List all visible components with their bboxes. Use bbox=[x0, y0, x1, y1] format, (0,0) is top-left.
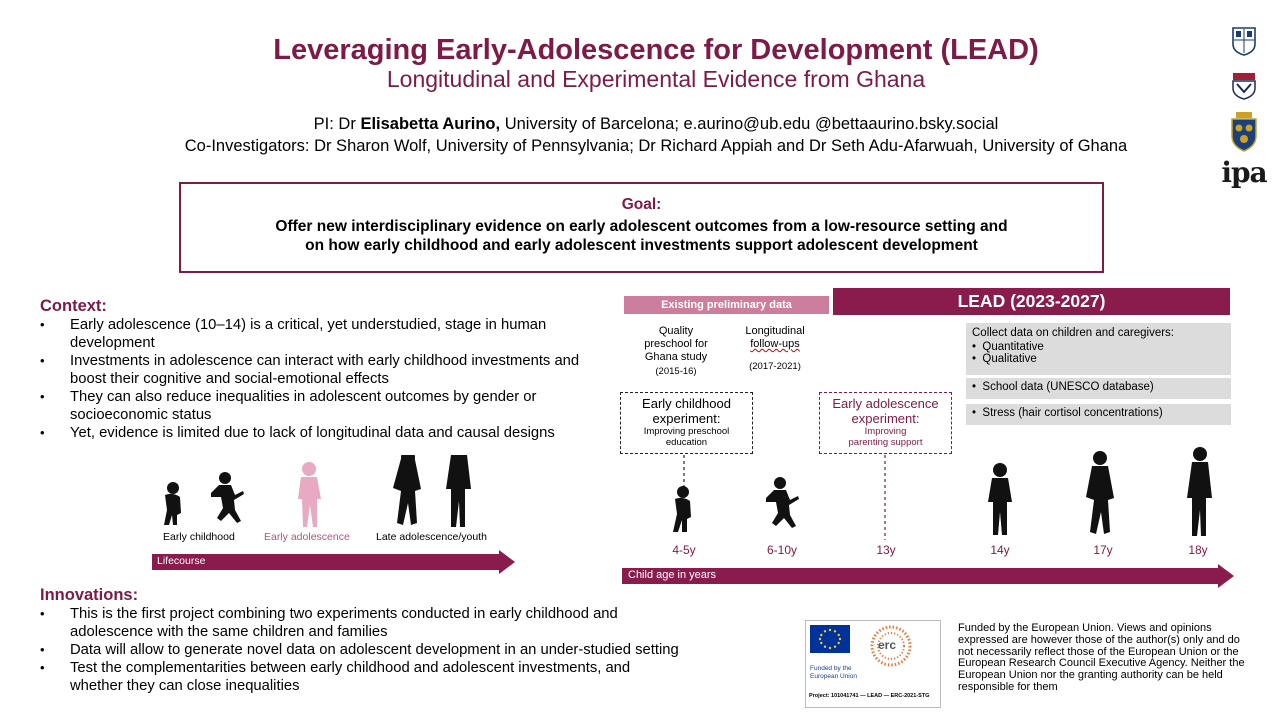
poster-title: Leveraging Early-Adolescence for Development (LEAD) bbox=[273, 34, 1039, 66]
jumping-child-silhouette bbox=[211, 472, 244, 523]
late-adolescent-silhouette bbox=[393, 455, 421, 525]
university-pennsylvania-logo bbox=[1232, 72, 1256, 100]
context-bullet: • They can also reduce inequalities in adolescent outcomes by gender or socioeconomic status bbox=[40, 388, 600, 424]
innovations-title: Innovations: bbox=[40, 586, 139, 604]
youth-heads bbox=[401, 455, 466, 464]
collect-data-box bbox=[966, 323, 1231, 375]
age-label: 6-10y bbox=[766, 543, 798, 557]
toddler-silhouette bbox=[164, 482, 181, 525]
study1-line: preschool for bbox=[644, 338, 708, 350]
context-title: Context: bbox=[40, 297, 107, 315]
lifecourse-label: Lifecourse bbox=[157, 555, 206, 567]
funding-logo-box bbox=[805, 620, 941, 708]
ea-exp-desc: Improving bbox=[864, 426, 907, 437]
pi-affiliation: University of Barcelona; e.aurino@ub.edu @bettaaurino.bsky.social bbox=[500, 115, 999, 133]
collect-item: • Qualitative bbox=[972, 353, 1037, 365]
lead-period-bar: LEAD (2023-2027) bbox=[833, 288, 1230, 315]
pi-line bbox=[0, 115, 1280, 134]
child-age-label: Child age in years bbox=[628, 569, 717, 581]
longitudinal-followups bbox=[733, 325, 817, 373]
context-bullet: • Yet, evidence is limited due to lack of longitudinal data and causal designs bbox=[40, 424, 600, 442]
study2-line: follow-ups bbox=[750, 338, 800, 350]
collect-item-text: Qualitative bbox=[982, 353, 1037, 365]
study1-years: (2015-16) bbox=[655, 366, 697, 377]
ec-exp-title: experiment: bbox=[652, 411, 721, 426]
study2-line: Longitudinal bbox=[745, 325, 805, 337]
school-data-text: School data (UNESCO database) bbox=[982, 381, 1154, 393]
ea-exp-title: experiment: bbox=[851, 411, 920, 426]
study1-line: Quality bbox=[658, 325, 694, 337]
ipa-logo: ipa bbox=[1221, 156, 1267, 189]
girl-14-silhouette bbox=[988, 463, 1012, 535]
label-early-adolescence: Early adolescence bbox=[264, 531, 350, 543]
girl-17-silhouette bbox=[1086, 451, 1114, 534]
age-label: 18y bbox=[1188, 543, 1208, 557]
ea-exp-title: Early adolescence bbox=[832, 396, 939, 411]
funding-disclaimer: Funded by the European Union. Views and opinions expressed are however those of the author(s) only and do not necessarily reflect those of the European Union or the European Research Council Executive Agency. Neither the European Union nor the granting authority can be held responsible for them bbox=[958, 622, 1245, 693]
institution-logos bbox=[1216, 26, 1272, 196]
university-barcelona-logo bbox=[1231, 26, 1257, 56]
girl-18-silhouette bbox=[1187, 447, 1212, 536]
collect-item: • Quantitative bbox=[972, 341, 1044, 353]
context-section bbox=[40, 297, 600, 442]
poster-subtitle: Longitudinal and Experimental Evidence from Ghana bbox=[386, 66, 926, 92]
early-adolescent-silhouette bbox=[298, 462, 321, 527]
university-ghana-logo bbox=[1230, 112, 1258, 152]
youth-silhouette bbox=[446, 455, 471, 527]
goal-text bbox=[181, 217, 1102, 255]
school-data-box: • School data (UNESCO database) bbox=[966, 378, 1231, 399]
preschool-study bbox=[634, 325, 718, 378]
study1-line: Ghana study bbox=[644, 351, 708, 363]
lifecourse-arrow bbox=[152, 550, 515, 574]
goal-box bbox=[179, 182, 1104, 273]
innovations-bullet: • Test the complementarities between early childhood and adolescent investments, and whether they can close inequalities bbox=[40, 659, 680, 695]
lifecourse-silhouettes bbox=[155, 455, 515, 535]
stress-text: Stress (hair cortisol concentrations) bbox=[982, 407, 1163, 419]
eu-line: Funded by the bbox=[810, 665, 852, 672]
pi-name: Elisabetta Aurino, bbox=[360, 115, 501, 133]
age-label: 4-5y bbox=[672, 543, 696, 557]
timeline-figures bbox=[620, 440, 1234, 545]
age-label: 17y bbox=[1093, 543, 1113, 557]
ec-exp-desc: education bbox=[665, 437, 708, 448]
collect-item-text: Quantitative bbox=[982, 341, 1044, 353]
goal-line: Offer new interdisciplinary evidence on early adolescent outcomes from a low-resource setting and bbox=[275, 218, 1008, 235]
age-label: 13y bbox=[876, 543, 896, 557]
jumping-child-silhouette bbox=[766, 477, 799, 528]
ea-exp-desc: parenting support bbox=[848, 437, 923, 448]
ec-exp-desc: Improving preschool bbox=[643, 426, 730, 437]
erc-text: erc bbox=[878, 638, 897, 652]
label-early-childhood: Early childhood bbox=[163, 531, 235, 543]
innovations-section bbox=[40, 586, 680, 695]
pi-prefix: PI: Dr bbox=[313, 115, 361, 133]
goal-line: on how early childhood and early adolescent investments support adolescent development bbox=[305, 237, 978, 254]
project-number: Project: 101041741 — LEAD — ERC-2021-STG bbox=[809, 693, 930, 699]
study2-years: (2017-2021) bbox=[749, 361, 801, 372]
context-list bbox=[40, 316, 600, 442]
collect-title: Collect data on children and caregivers: bbox=[972, 327, 1175, 339]
innovations-bullet: • This is the first project combining two experiments conducted in early childhood and adolescence with the same children and families bbox=[40, 605, 680, 641]
eu-line: European Union bbox=[810, 673, 857, 680]
ec-exp-title: Early childhood bbox=[642, 396, 731, 411]
age-label: 14y bbox=[990, 543, 1010, 557]
goal-title: Goal: bbox=[621, 196, 662, 213]
co-investigators: Co-Investigators: Dr Sharon Wolf, University of Pennsylvania; Dr Richard Appiah and Dr Seth Adu-Afarwuah, University of Ghana bbox=[184, 137, 1128, 155]
innovations-bullet: • Data will allow to generate novel data on adolescent development in an under-studied setting bbox=[40, 641, 680, 659]
context-bullet: • Investments in adolescence can interact with early childhood investments and boost their cognitive and social-emotional effects bbox=[40, 352, 600, 388]
eu-funded-text bbox=[810, 665, 857, 681]
toddler-silhouette bbox=[673, 486, 691, 532]
existing-data-bar: Existing preliminary data bbox=[624, 296, 829, 314]
innovations-list bbox=[40, 605, 680, 695]
label-late-adolescence: Late adolescence/youth bbox=[376, 531, 487, 543]
stress-box: • Stress (hair cortisol concentrations) bbox=[966, 404, 1231, 425]
eu-flag-icon bbox=[810, 625, 850, 653]
context-bullet: • Early adolescence (10–14) is a critical, yet understudied, stage in human development bbox=[40, 316, 600, 352]
